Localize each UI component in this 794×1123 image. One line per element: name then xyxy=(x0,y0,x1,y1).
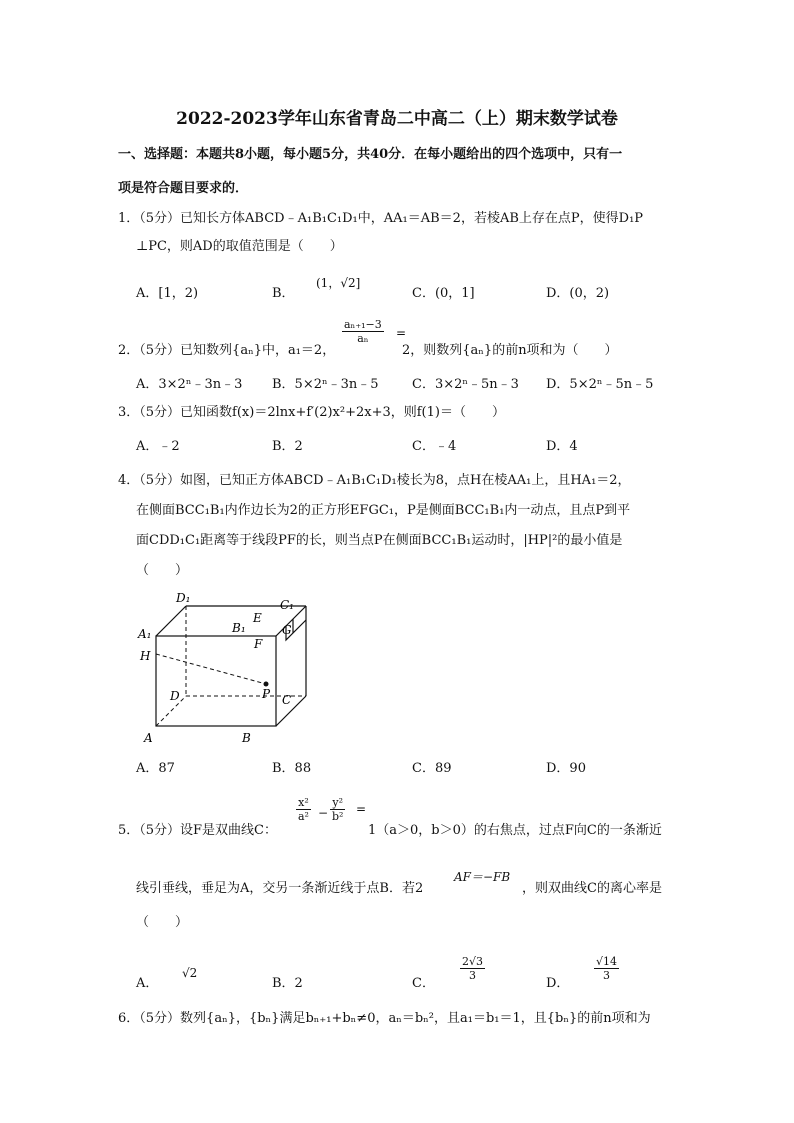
q1-stem-line1: 1．（5分）已知长方体ABCD﹣A₁B₁C₁D₁中，AA₁＝AB＝2，若棱AB上存在点P，使得D₁P xyxy=(118,211,644,226)
q1-option-a: A．[1，2) xyxy=(136,286,199,301)
edge-a1d1 xyxy=(156,606,186,636)
q5-option-c-fraction xyxy=(460,955,485,982)
label-b1: B₁ xyxy=(232,621,246,635)
q5-fraction-y-numerator: y² xyxy=(330,796,345,810)
q5-vector-expression: AF＝−FB xyxy=(454,870,511,884)
q5-fraction-x xyxy=(296,796,311,823)
q5-option-a-label: A． xyxy=(136,976,159,991)
q5-stem-line2-post: ，则双曲线C的离心率是 xyxy=(522,881,662,896)
label-d: D xyxy=(170,689,180,703)
q4-stem-line4: （ ） xyxy=(136,563,189,578)
q5-fraction-y xyxy=(330,796,345,823)
q5-option-b: B．2 xyxy=(272,976,303,991)
q5-fraction-y-denominator: b² xyxy=(332,810,344,823)
q5-fraction-x-numerator: x² xyxy=(296,796,311,810)
label-e: E xyxy=(253,611,262,625)
q5-stem-line2-pre: 线引垂线，垂足为A，交另一条渐近线于点B．若2 xyxy=(136,881,424,896)
exam-title: 2022-2023学年山东省青岛二中高二（上）期末数学试卷 xyxy=(176,109,618,129)
q3-option-d: D．4 xyxy=(546,439,578,454)
q2-fraction-numerator: aₙ₊₁−3 xyxy=(344,318,382,331)
q5-stem-pre: 5．（5分）设F是双曲线C： xyxy=(118,823,278,838)
label-c1: C₁ xyxy=(280,598,294,612)
q2-option-d: D．5×2ⁿ﹣5n﹣5 xyxy=(546,377,654,392)
q5-equals: = xyxy=(356,802,367,816)
q2-fraction-denominator: aₙ xyxy=(357,332,369,345)
q1-option-d: D．(0，2) xyxy=(546,286,610,301)
label-p: P xyxy=(262,687,271,701)
q5-option-d-denominator: 3 xyxy=(603,969,610,982)
q3-stem: 3．（5分）已知函数f(x)＝2lnx+f′(2)x²+2x+3，则f(1)＝（ ） xyxy=(118,405,505,420)
q4-option-d: D．90 xyxy=(546,761,586,776)
q6-stem-line1: 6．（5分）数列{aₙ}，{bₙ}满足bₙ₊₁+bₙ≠0，aₙ＝bₙ²，且a₁＝b₁＝1，且{bₙ}的前n项和为 xyxy=(118,1011,651,1026)
q4-cube-figure xyxy=(130,588,310,748)
label-g: G xyxy=(282,623,292,637)
label-h: H xyxy=(140,649,151,663)
q5-stem-line3: （ ） xyxy=(136,915,189,930)
q4-stem-line3: 面CDD₁C₁距离等于线段PF的长，则当点P在侧面BCC₁B₁运动时，|HP|²的最小值是 xyxy=(136,533,623,548)
q2-option-b: B．5×2ⁿ﹣3n﹣5 xyxy=(272,377,379,392)
segment-hp xyxy=(156,654,266,684)
section-heading-line1: 一、选择题：本题共8小题，每小题5分，共40分．在每小题给出的四个选项中，只有一 xyxy=(118,147,623,162)
q5-option-c-denominator: 3 xyxy=(469,969,476,982)
q2-option-c: C．3×2ⁿ﹣5n﹣3 xyxy=(412,377,519,392)
q5-minus: − xyxy=(318,806,329,820)
q5-option-d-label: D． xyxy=(546,976,570,991)
label-f: F xyxy=(254,637,263,651)
label-a1: A₁ xyxy=(138,627,152,641)
q4-stem-line1: 4．（5分）如图，已知正方体ABCD﹣A₁B₁C₁D₁棱长为8，点H在棱AA₁上，且HA₁＝2， xyxy=(118,473,631,488)
q2-fraction-equals: = xyxy=(396,326,407,340)
q4-option-c: C．89 xyxy=(412,761,452,776)
q1-stem-line2: ⊥PC，则AD的取值范围是（ ） xyxy=(136,239,343,254)
q5-option-c-label: C． xyxy=(412,976,435,991)
q5-option-a-value: √2 xyxy=(182,966,198,980)
q3-option-b: B．2 xyxy=(272,439,303,454)
q3-option-a: A．﹣2 xyxy=(136,439,180,454)
q3-option-c: C．﹣4 xyxy=(412,439,457,454)
q1-option-c: C．(0，1] xyxy=(412,286,475,301)
q2-option-a: A．3×2ⁿ﹣3n﹣3 xyxy=(136,377,243,392)
q1-option-b-value: (1，√2] xyxy=(316,276,361,290)
q2-fraction xyxy=(342,318,384,345)
label-d1: D₁ xyxy=(176,591,191,605)
label-b: B xyxy=(242,731,251,745)
label-c: C xyxy=(282,693,292,707)
q4-option-b: B．88 xyxy=(272,761,312,776)
q2-stem-pre: 2．（5分）已知数列{aₙ}中，a₁＝2， xyxy=(118,343,336,358)
q5-fraction-x-denominator: a² xyxy=(298,810,309,823)
point-p xyxy=(264,682,269,687)
q5-option-d-numerator: √14 xyxy=(596,955,618,968)
label-a: A xyxy=(144,731,153,745)
section-heading-line2: 项是符合题目要求的． xyxy=(118,181,249,196)
q4-stem-line2: 在侧面BCC₁B₁内作边长为2的正方形EFGC₁，P是侧面BCC₁B₁内一动点，且点P到平 xyxy=(136,503,631,518)
q5-stem-post: 1（a＞0，b＞0）的右焦点，过点F向C的一条渐近 xyxy=(368,823,662,838)
q4-option-a: A．87 xyxy=(136,761,175,776)
q2-stem-post: 2，则数列{aₙ}的前n项和为（ ） xyxy=(402,343,618,358)
q5-option-c-numerator: 2√3 xyxy=(462,955,484,968)
q5-option-d-fraction xyxy=(594,955,619,982)
q1-option-b-label: B． xyxy=(272,286,295,301)
